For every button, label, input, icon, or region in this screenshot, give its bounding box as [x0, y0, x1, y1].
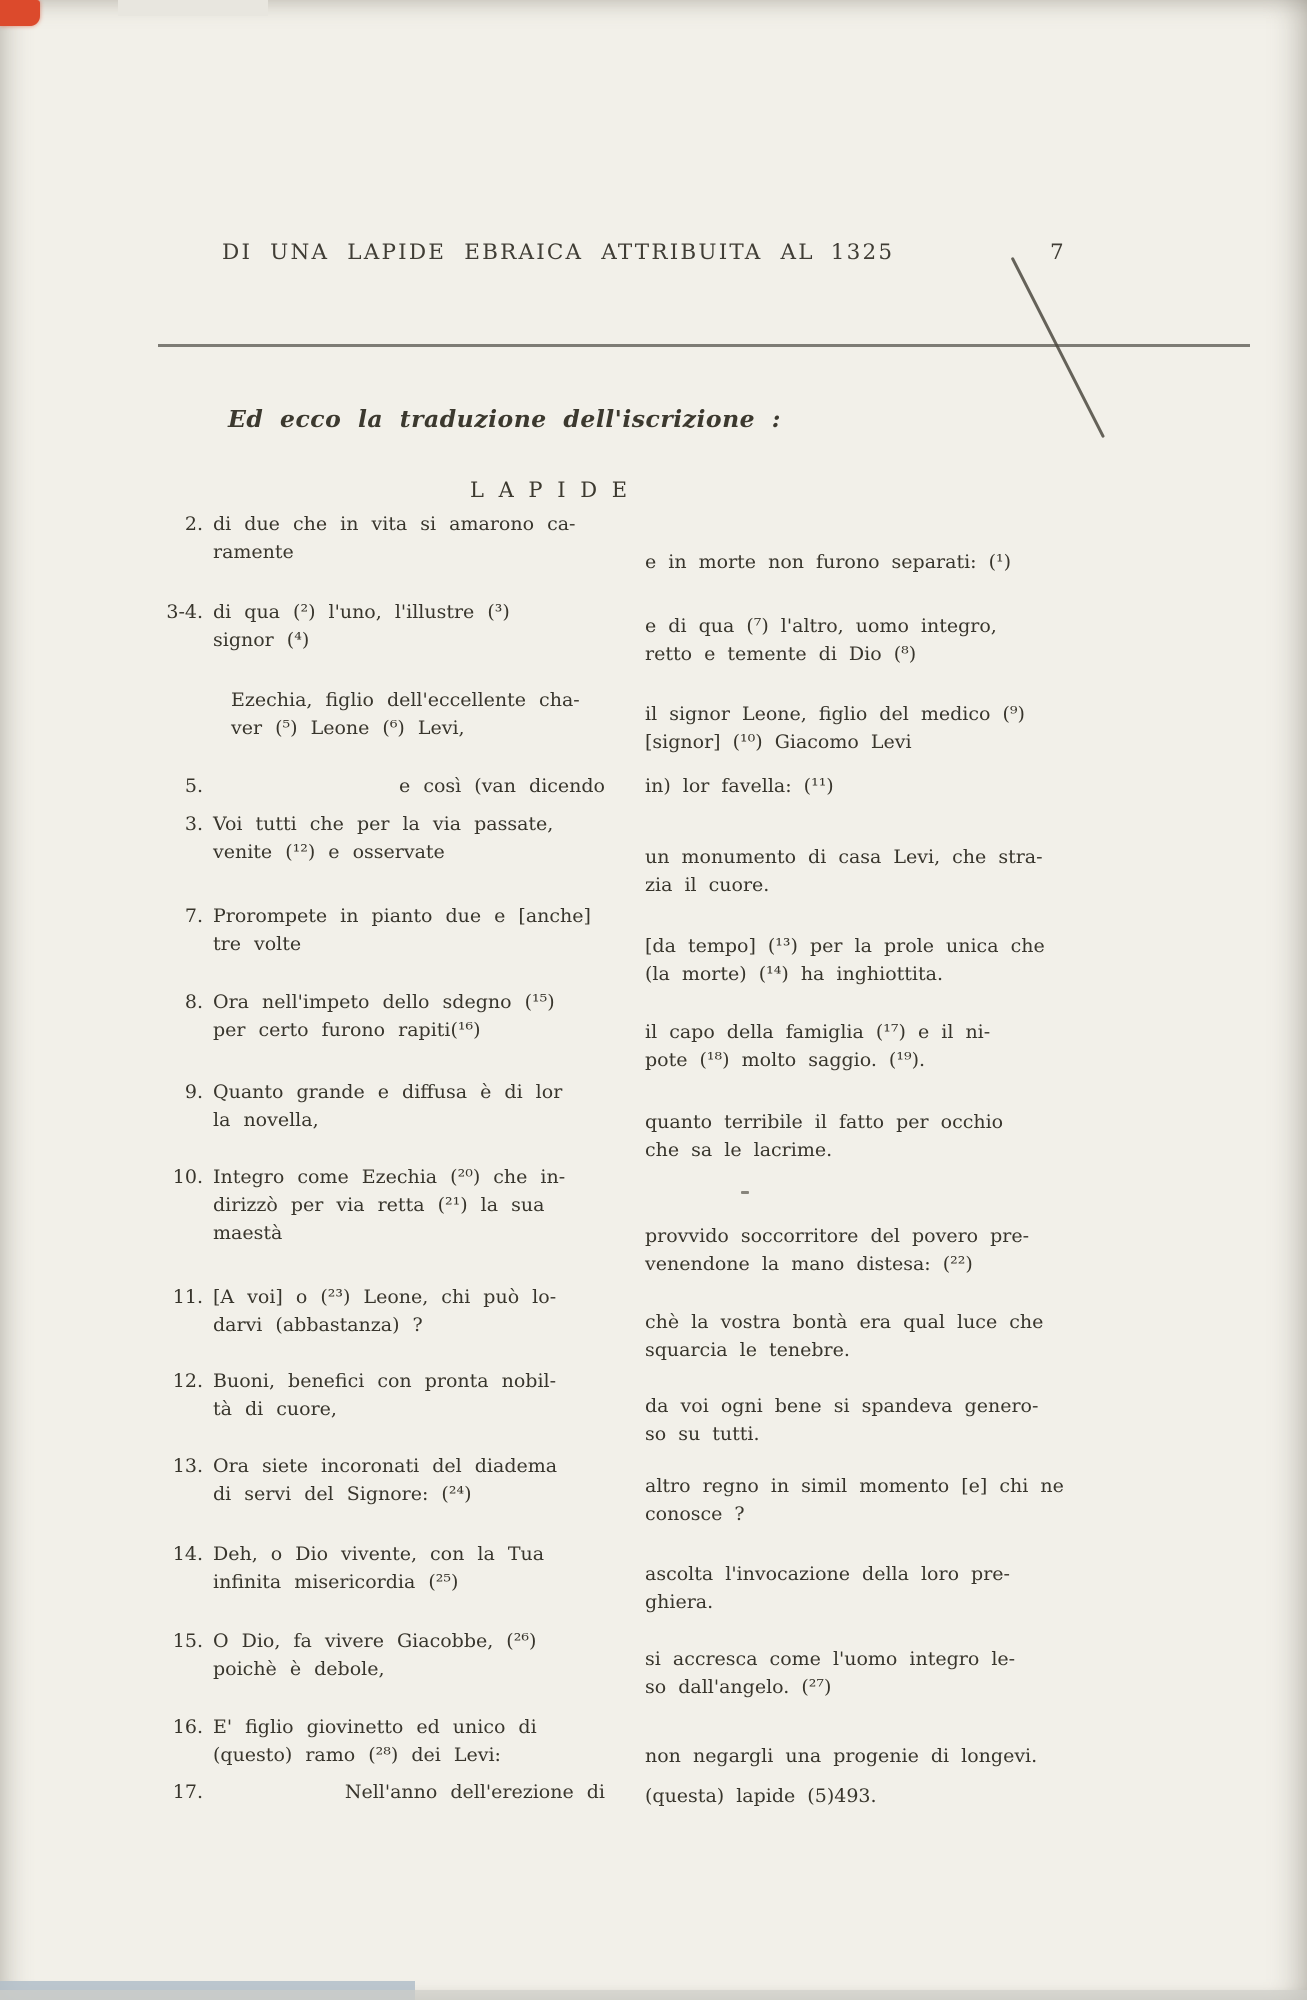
- list-item: [155, 772, 605, 800]
- item-text: [213, 1627, 605, 1683]
- text-line: e in morte non furono separati: (¹): [645, 551, 1012, 573]
- item-text: [645, 612, 1110, 668]
- list-item: [645, 612, 1110, 668]
- text-line: maestà: [213, 1222, 283, 1244]
- list-item: [155, 1627, 605, 1683]
- text-line: Nell'anno dell'erezione di: [344, 1781, 605, 1803]
- text-line: ver (⁵) Leone (⁶) Levi,: [231, 717, 465, 739]
- item-text: [213, 1367, 605, 1423]
- text-line: il capo della famiglia (¹⁷) e il ni-: [645, 1021, 991, 1043]
- text-line: ascolta l'invocazione della loro pre-: [645, 1563, 1010, 1585]
- text-line: conosce ?: [645, 1503, 745, 1525]
- text-line: Buoni, benefici con pronta nobil-: [213, 1370, 557, 1392]
- item-text: [645, 700, 1110, 756]
- line-number: 7.: [184, 905, 203, 927]
- list-item: [645, 1308, 1110, 1364]
- text-line: ghiera.: [645, 1591, 714, 1613]
- text-line: pote (¹⁸) molto saggio. (¹⁹).: [645, 1049, 926, 1071]
- scan-edge-gray: [0, 1990, 1307, 2000]
- item-text: [213, 1078, 605, 1134]
- left-column: [155, 0, 605, 2000]
- list-item: [645, 1222, 1110, 1278]
- text-line: Prorompete in pianto due e [anche]: [213, 905, 591, 927]
- text-line: [signor] (¹⁰) Giacomo Levi: [645, 731, 912, 753]
- text-line: tre volte: [213, 933, 302, 955]
- line-number: 12.: [172, 1370, 203, 1392]
- running-header-year: 1325: [830, 240, 895, 265]
- text-line: il signor Leone, figlio del medico (⁹): [645, 703, 1025, 725]
- list-item: [645, 932, 1110, 988]
- list-item: [155, 1713, 605, 1769]
- item-text: [645, 1222, 1110, 1278]
- item-text: [231, 686, 605, 742]
- text-line: dirizzò per via retta (²¹) la sua: [213, 1194, 545, 1216]
- line-number: 17.: [172, 1781, 203, 1803]
- text-line: darvi (abbastanza) ?: [213, 1314, 423, 1336]
- text-line: che sa le lacrime.: [645, 1139, 833, 1161]
- text-line: di due che in vita si amarono ca-: [213, 513, 576, 535]
- line-number: 10.: [172, 1166, 203, 1188]
- scan-speck: [741, 1191, 749, 1194]
- text-line: so dall'angelo. (²⁷): [645, 1676, 832, 1698]
- list-item: [645, 1392, 1110, 1448]
- list-item: [155, 1163, 605, 1247]
- item-text: [645, 772, 1110, 800]
- item-text: [213, 598, 605, 654]
- text-line: non negargli una progenie di longevi.: [645, 1745, 1038, 1767]
- text-line: O Dio, fa vivere Giacobbe, (²⁶): [213, 1630, 537, 1652]
- item-text: [645, 1645, 1110, 1701]
- item-text: [645, 1108, 1110, 1164]
- text-line: Ezechia, figlio dell'eccellente cha-: [231, 689, 580, 711]
- text-line: la novella,: [213, 1109, 319, 1131]
- item-text: [645, 843, 1110, 899]
- text-line: signor (⁴): [213, 629, 310, 651]
- text-line: venendone la mano distesa: (²²): [645, 1253, 973, 1275]
- text-line: tà di cuore,: [213, 1398, 337, 1420]
- text-line: Quanto grande e diffusa è di lor: [213, 1081, 563, 1103]
- text-line: Ora siete incoronati del diadema: [213, 1455, 558, 1477]
- item-text: [645, 1560, 1110, 1616]
- item-text: [645, 932, 1110, 988]
- text-line: si accresca come l'uomo integro le-: [645, 1648, 1016, 1670]
- text-line: e così (van dicendo: [399, 775, 605, 797]
- scan-corner-mark: [0, 0, 40, 26]
- text-line: Deh, o Dio vivente, con la Tua: [213, 1543, 545, 1565]
- item-text: [213, 1283, 605, 1339]
- text-line: e di qua (⁷) l'altro, uomo integro,: [645, 615, 997, 637]
- list-item: [645, 548, 1110, 576]
- item-text: [213, 1778, 605, 1806]
- item-text: [213, 902, 605, 958]
- text-line: so su tutti.: [645, 1423, 760, 1445]
- line-number: 8.: [184, 991, 203, 1013]
- text-line: Voi tutti che per la via passate,: [213, 813, 554, 835]
- list-item: [155, 988, 605, 1044]
- text-line: quanto terribile il fatto per occhio: [645, 1111, 1004, 1133]
- text-line: ramente: [213, 541, 294, 563]
- item-text: [645, 1742, 1110, 1770]
- right-column: [645, 0, 1110, 2000]
- list-item: [155, 1367, 605, 1423]
- line-number: 9.: [184, 1081, 203, 1103]
- item-text: [213, 1540, 605, 1596]
- list-item: [645, 1018, 1110, 1074]
- list-item: [645, 1472, 1110, 1528]
- item-text: [645, 548, 1110, 576]
- list-item: [155, 1540, 605, 1596]
- item-text: [645, 1392, 1110, 1448]
- list-item: [155, 1078, 605, 1134]
- line-number: 11.: [172, 1286, 203, 1308]
- line-number: 2.: [184, 513, 203, 535]
- text-line: chè la vostra bontà era qual luce che: [645, 1311, 1044, 1333]
- list-item: [155, 1778, 605, 1806]
- item-text: [213, 988, 605, 1044]
- list-item: [155, 810, 605, 866]
- text-line: [da tempo] (¹³) per la prole unica che: [645, 935, 1045, 957]
- text-line: provvido soccorritore del povero pre-: [645, 1225, 1030, 1247]
- list-item: [645, 843, 1110, 899]
- item-text: [645, 1308, 1110, 1364]
- item-text: [213, 772, 605, 800]
- item-text: [213, 810, 605, 866]
- list-item: [645, 700, 1110, 756]
- text-line: venite (¹²) e osservate: [213, 841, 445, 863]
- text-line: poichè è debole,: [213, 1658, 385, 1680]
- text-line: retto e temente di Dio (⁸): [645, 643, 917, 665]
- text-line: (questa) lapide (5)493.: [645, 1785, 877, 1807]
- list-item: [645, 1645, 1110, 1701]
- item-text: [645, 1018, 1110, 1074]
- line-number: 5.: [184, 775, 203, 797]
- list-item: [155, 598, 605, 654]
- item-text: [213, 510, 605, 566]
- text-line: Integro come Ezechia (²⁰) che in-: [213, 1166, 566, 1188]
- text-line: [A voi] o (²³) Leone, chi può lo-: [213, 1286, 557, 1308]
- text-line: da voi ogni bene si spandeva genero-: [645, 1395, 1039, 1417]
- line-number: 14.: [172, 1543, 203, 1565]
- text-line: un monumento di casa Levi, che stra-: [645, 846, 1043, 868]
- item-text: [213, 1713, 605, 1769]
- line-number: 3.: [184, 813, 203, 835]
- list-item: [155, 686, 605, 742]
- text-line: in) lor favella: (¹¹): [645, 775, 834, 797]
- line-number: 3-4.: [166, 601, 203, 623]
- text-line: per certo furono rapiti(¹⁶): [213, 1019, 481, 1041]
- list-item: [645, 772, 1110, 800]
- text-line: altro regno in simil momento [e] chi ne: [645, 1475, 1064, 1497]
- list-item: [645, 1782, 1110, 1810]
- list-item: [155, 1283, 605, 1339]
- item-text: [213, 1163, 605, 1247]
- text-line: (la morte) (¹⁴) ha inghiottita.: [645, 963, 944, 985]
- list-item: [155, 902, 605, 958]
- item-text: [645, 1782, 1110, 1810]
- running-header-title: DI UNA LAPIDE EBRAICA ATTRIBUITA AL: [222, 240, 815, 265]
- intro-line: Ed ecco la traduzione dell'iscrizione :: [228, 405, 781, 433]
- line-number: 15.: [172, 1630, 203, 1652]
- text-line: (questo) ramo (²⁸) dei Levi:: [213, 1744, 501, 1766]
- text-line: E' figlio giovinetto ed unico di: [213, 1716, 537, 1738]
- list-item: [645, 1560, 1110, 1616]
- item-text: [645, 1472, 1110, 1528]
- line-number: 16.: [172, 1716, 203, 1738]
- section-title: L A P I D E: [469, 478, 631, 502]
- text-line: Ora nell'impeto dello sdegno (¹⁵): [213, 991, 555, 1013]
- list-item: [155, 1452, 605, 1508]
- list-item: [645, 1108, 1110, 1164]
- list-item: [645, 1742, 1110, 1770]
- text-line: di qua (²) l'uno, l'illustre (³): [213, 601, 510, 623]
- item-text: [213, 1452, 605, 1508]
- text-line: zia il cuore.: [645, 874, 770, 896]
- line-number: 13.: [172, 1455, 203, 1477]
- list-item: [155, 510, 605, 566]
- text-line: di servi del Signore: (²⁴): [213, 1483, 472, 1505]
- text-line: infinita misericordia (²⁵): [213, 1571, 459, 1593]
- page-number: 7: [1050, 240, 1064, 265]
- text-line: squarcia le tenebre.: [645, 1339, 850, 1361]
